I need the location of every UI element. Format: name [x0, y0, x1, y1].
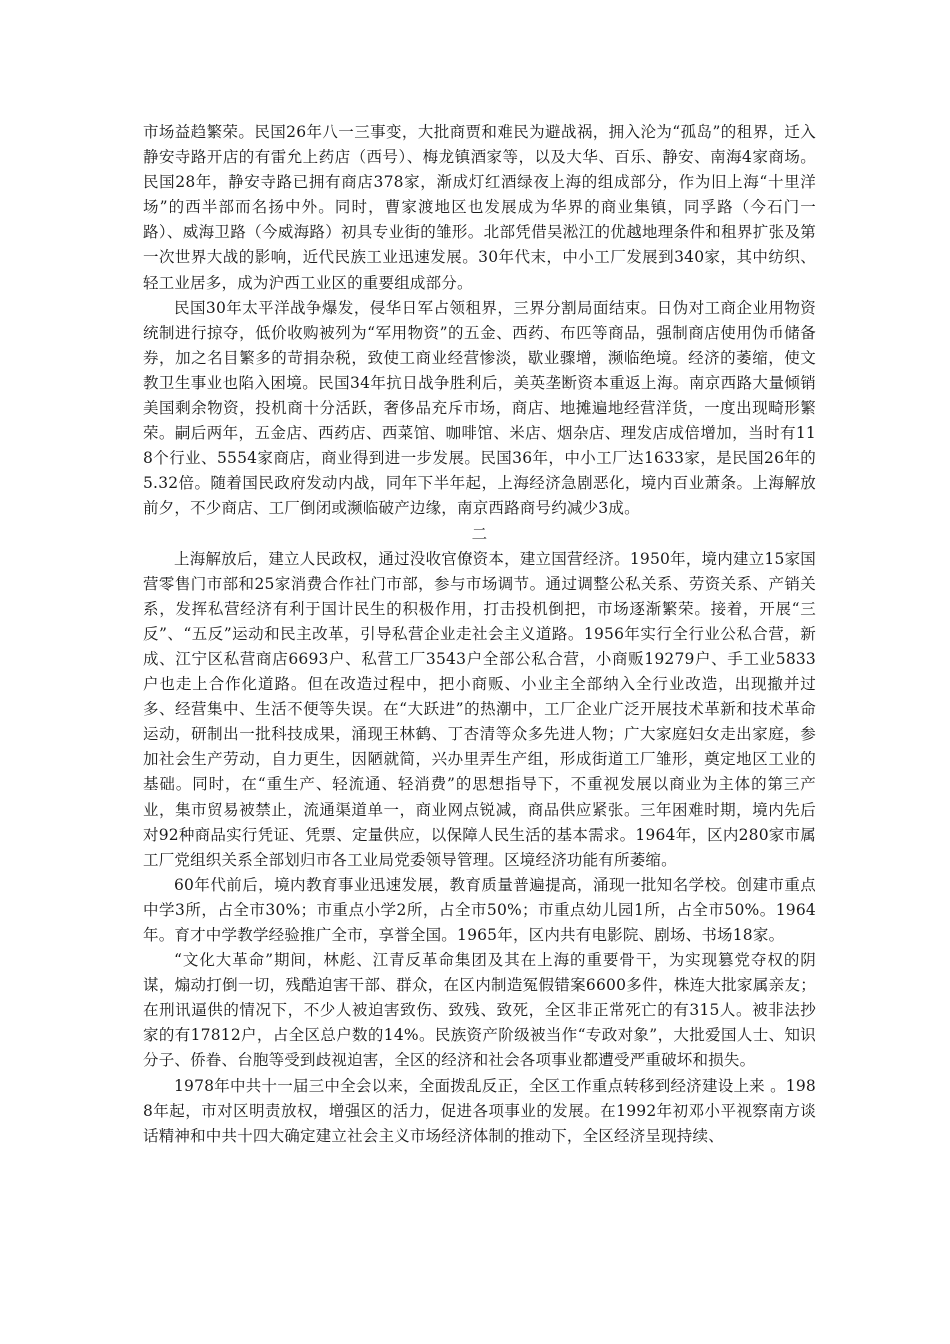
paragraph-pacific-war: 民国30年太平洋战争爆发，侵华日军占领租界，三界分割局面结束。日伪对工商企业用物资统制进行掠夺，低价收购被列为“军用物资”的五金、西药、布匹等商品，强制商店使用伪币储备券，加之名目繁多的苛捐杂税，致使工商业经营惨淡，歇业骤增，濒临绝境。经济的萎缩，使文教卫生事业也陷入困境。民国34年抗日战争胜利后，美英垄断资本重返上海。南京西路大量倾销美国剩余物资，投机商十分活跃，奢侈品充斥市场，商店、地摊遍地经营洋货，一度出现畸形繁荣。嗣后两年，五金店、西药店、西菜馆、咖啡馆、米店、烟杂店、理发店成倍增加，当时有118个行业、5554家商店，商业得到进一步发展。民国36年，中小工厂达1633家，是民国26年的5.32倍。随着国民政府发动内战，同年下半年起，上海经济急剧恶化，境内百业萧条。上海解放前夕，不少商店、工厂倒闭或濒临破产边缘，南京西路商号约减少3成。 [143, 298, 816, 518]
paragraph-reform-1978: 1978年中共十一届三中全会以来，全面拨乱反正，全区工作重点转移到经济建设上来 。1988年起，市对区明责放权，增强区的活力，促进各项事业的发展。在1992年初邓小平视察南方谈话精神和中共十四大确定建立社会主义市场经济体制的推动下，全区经济呈现持续、 [143, 1076, 816, 1145]
paragraph-liberation: 上海解放后，建立人民政权，通过没收官僚资本，建立国营经济。1950年，境内建立15家国营零售门市部和25家消费合作社门市部，参与市场调节。通过调整公私关系、劳资关系、产销关系，发挥私营经济有利于国计民生的积极作用，打击投机倒把，市场逐渐繁荣。接着，开展“三反”、“五反”运动和民主改革，引导私营企业走社会主义道路。1956年实行全行业公私合营，新成、江宁区私营商店6693户、私营工厂3543户全部公私合营，小商贩19279户、手工业5833户也走上合作化道路。但在改造过程中，把小商贩、小业主全部纳入全行业改造，出现撤并过多、经营集中、生活不便等失误。在“大跃进”的热潮中，工厂企业广泛开展技术革新和技术革命运动，研制出一批科技成果，涌现王林鹤、丁杏清等众多先进人物；广大家庭妇女走出家庭，参加社会生产劳动，自力更生，因陋就简，兴办里弄生产组，形成街道工厂雏形，奠定地区工业的基础。同时，在“重生产、轻流通、轻消费”的思想指导下，不重视发展以商业为主体的第三产业，集市贸易被禁止，流通渠道单一，商业网点锐减，商品供应紧张。三年困难时期，境内先后对92种商品实行凭证、凭票、定量供应，以保障人民生活的基本需求。1964年，区内280家市属工厂党组织关系全部划归市各工业局党委领导管理。区境经济功能有所萎缩。 [143, 549, 816, 869]
paragraph-education-1960s: 60年代前后，境内教育事业迅速发展，教育质量普遍提高，涌现一批知名学校。创建市重点中学3所，占全市30%；市重点小学2所，占全市50%；市重点幼儿园1所，占全市50%。1964年。育才中学教学经验推广全市，享誉全国。1965年，区内共有电影院、剧场、书场18家。 [143, 875, 816, 944]
paragraph-cultural-revolution: “文化大革命”期间，林彪、江青反革命集团及其在上海的重要骨干，为实现篡党夺权的阴谋，煽动打倒一切，残酷迫害干部、群众，在区内制造冤假错案6600多件，株连大批家属亲友；在刑讯逼供的情况下，不少人被迫害致伤、致残、致死，全区非正常死亡的有315人。被非法抄家的有17812户，占全区总户数的14%。民族资产阶级被当作“专政对象”，大批爱国人士、知识分子、侨眷、台胞等受到歧视迫害，全区的经济和社会各项事业都遭受严重破坏和损失。 [143, 951, 816, 1070]
paragraph-concession-prosperity: 市场益趋繁荣。民国26年八一三事变，大批商贾和难民为避战祸，拥入沦为“孤岛”的租界，迁入静安寺路开店的有雷允上药店（西号）、梅龙镇酒家等，以及大华、百乐、静安、南海4家商场。民国28年，静安寺路已拥有商店378家，渐成灯红酒绿夜上海的组成部分，作为旧上海“十里洋场”的西半部而名扬中外。同时，曹家渡地区也发展成为华界的商业集镇，同孚路（今石门一路）、威海卫路（今威海路）初具专业街的雏形。北部凭借吴淞江的优越地理条件和租界扩张及第一次世界大战的影响，近代民族工业迅速发展。30年代末，中小工厂发展到340家，其中纺织、轻工业居多，成为沪西工业区的重要组成部分。 [143, 123, 816, 292]
document-body [143, 120, 816, 1149]
section-marker: 二 [471, 524, 488, 543]
